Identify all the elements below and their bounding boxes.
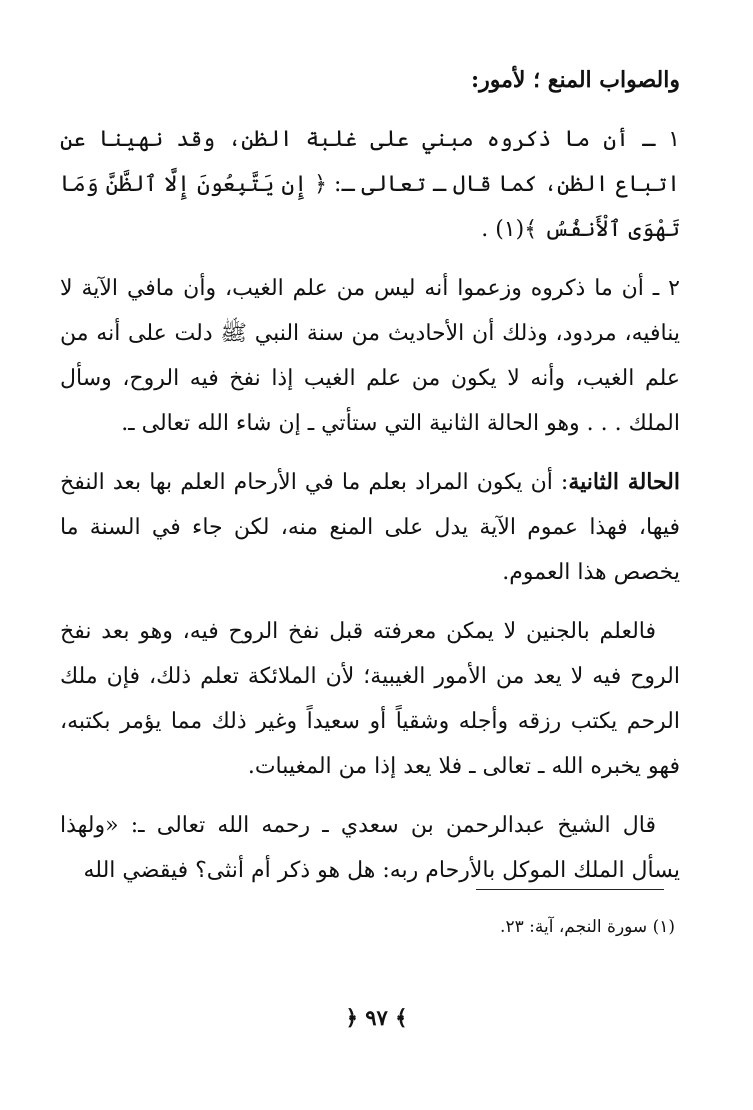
- second-case-text: : أن يكون المراد بعلم ما في الأرحام العلم بها بعد النفخ فيها، فهذا عموم الآية يدل على المنع منه، لكن جاء في السنة ما يخصص هذا العموم.: [60, 470, 680, 585]
- section-heading: والصواب المنع ؛ لأمور:: [471, 67, 680, 93]
- second-case-label: الحالة الثانية: [568, 469, 680, 495]
- page-body: [60, 58, 680, 907]
- page-number: ﴿ ٩٧ ﴾: [345, 1005, 408, 1030]
- point-1: ١ ـ أن ما ذكروه مبني على غلبة الظن، وقد نهينا عن اتباع الظن، كما قال ـ تعالى ـ: ﴿ إِن يَتَّبِعُونَ إِلَّا ٱلظَّنَّ وَمَا تَهْوَى ٱلْأَنفُسُ ﴾(١) .: [60, 127, 680, 242]
- footnote-separator: [476, 889, 664, 890]
- second-case-paragraph: [60, 460, 680, 595]
- footnote: (١) سورة النجم، آية: ٢٣.: [500, 917, 675, 937]
- fetus-paragraph: فالعلم بالجنين لا يمكن معرفته قبل نفخ الروح فيه، وهو بعد نفخ الروح فيه لا يعد من الأمور الغيبية؛ لأن الملائكة تعلم ذلك، فإن ملك الرحم يكتب رزقه وأجله وشقياً أو سعيداً وغير ذلك مما يؤمر بكتبه، فهو يخبره الله ـ تعالى ـ فلا يعد إذا من المغيبات.: [60, 619, 680, 779]
- quote-paragraph: قال الشيخ عبدالرحمن بن سعدي ـ رحمه الله تعالى ـ: «ولهذا يسأل الملك الموكل بالأرحام ربه: هل هو ذكر أم أنثى؟ فيقضي الله: [60, 813, 680, 883]
- point-2: ٢ ـ أن ما ذكروه وزعموا أنه ليس من علم الغيب، وأن مافي الآية لا ينافيه، مردود، وذلك أن الأحاديث من سنة النبي ﷺ دلت على أنه من علم الغيب، وأنه لا يكون من علم الغيب إذا نفخ فيه الروح، وسأل الملك . . . وهو الحالة الثانية التي ستأتي ـ إن شاء الله تعالى ـ.: [60, 276, 680, 436]
